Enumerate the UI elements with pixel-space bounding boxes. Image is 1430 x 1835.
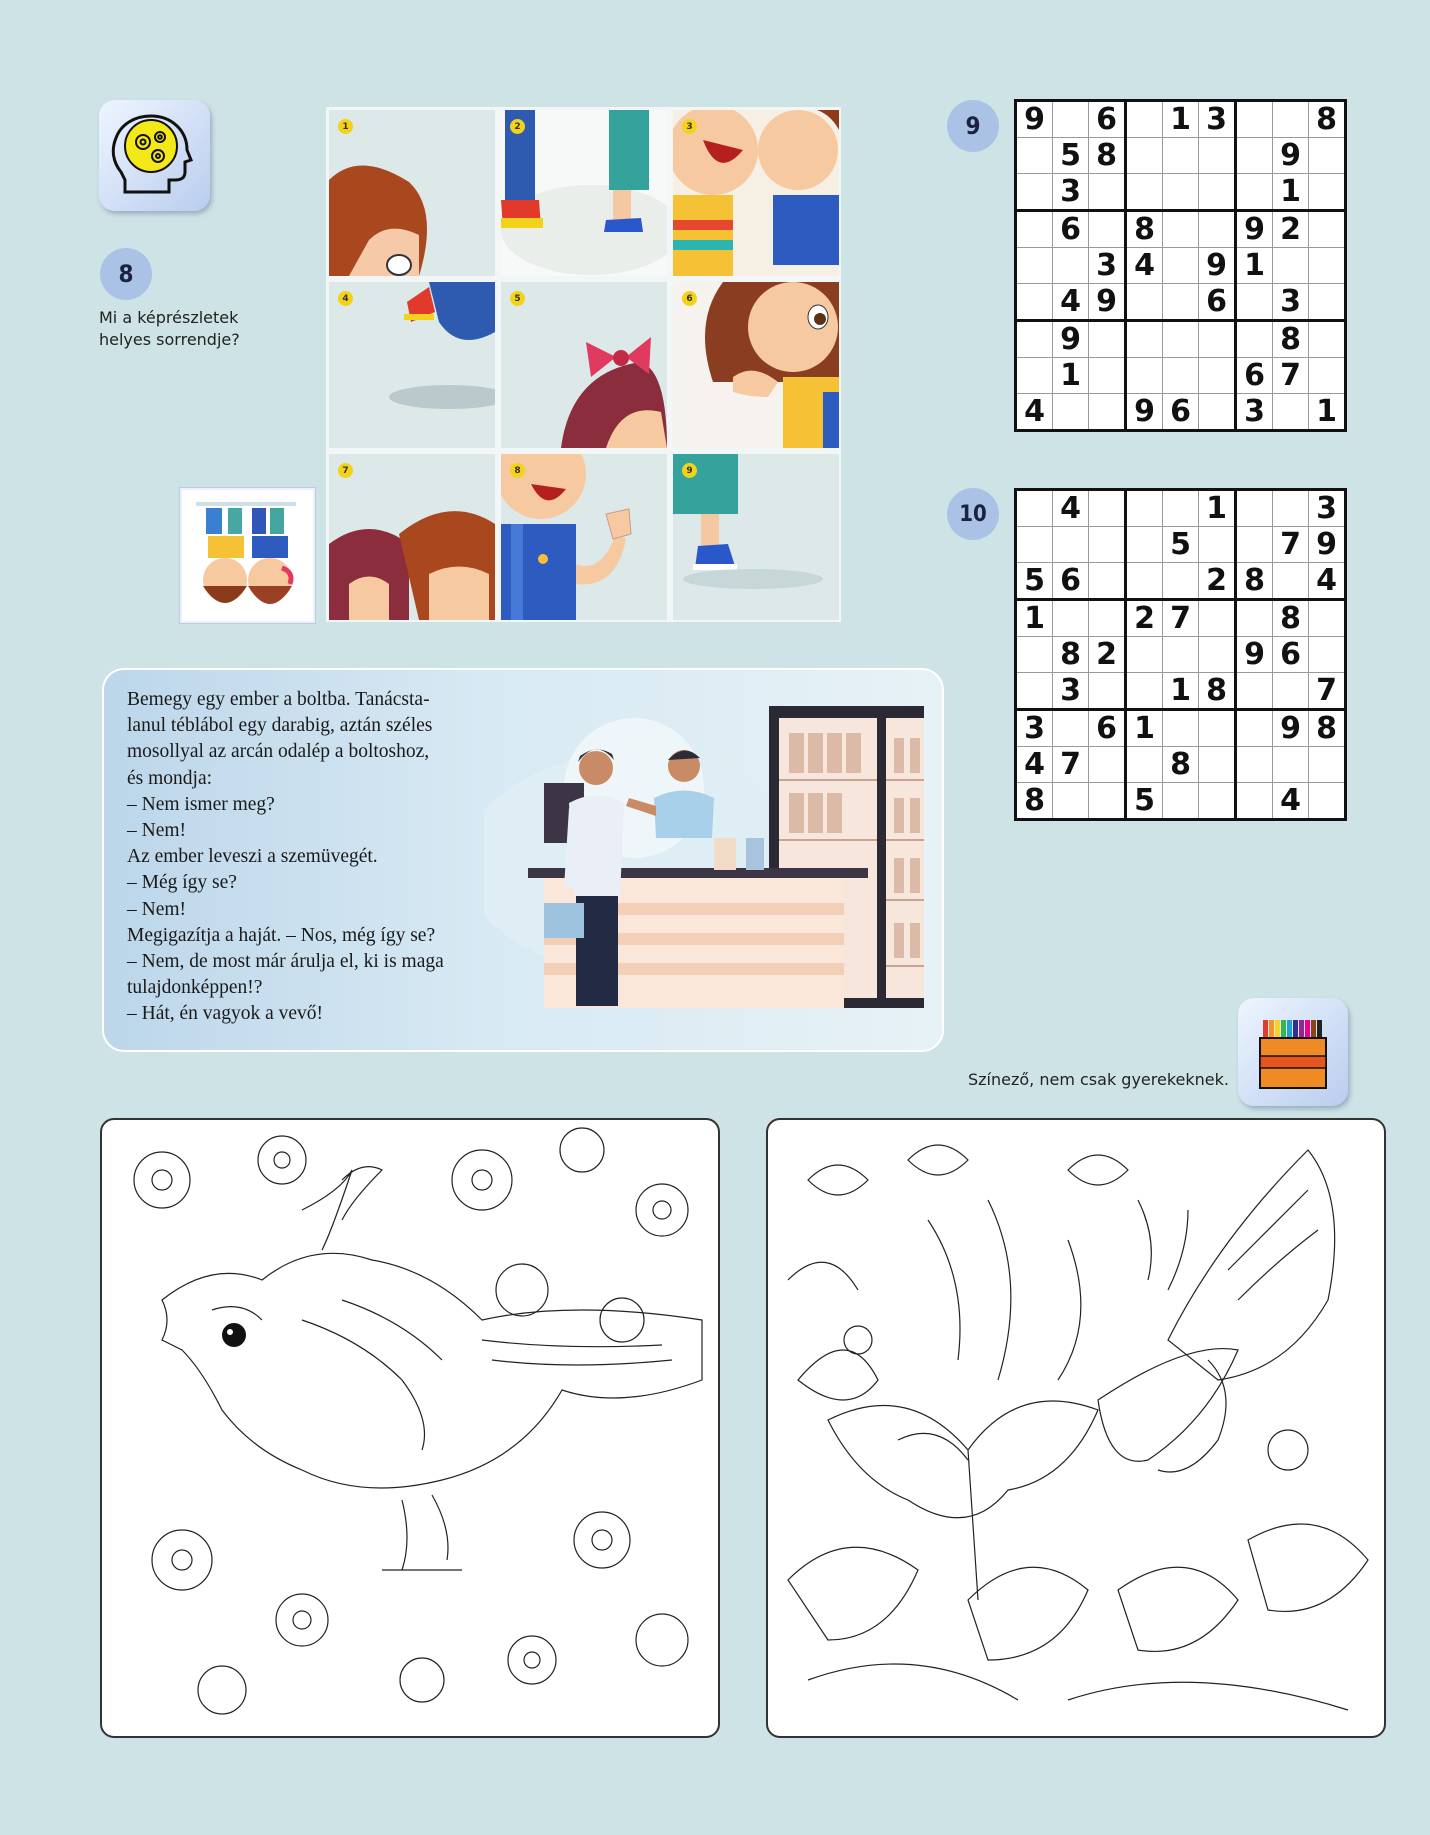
sudoku-row — [1016, 783, 1346, 820]
sudoku-cell[interactable] — [1016, 211, 1053, 248]
sudoku-cell: 8 — [1199, 673, 1236, 710]
sudoku-row — [1016, 138, 1346, 174]
joke-line: – Nem! — [127, 820, 187, 842]
sudoku-grid — [1014, 99, 1347, 432]
sudoku-cell: 6 — [1053, 211, 1089, 248]
sudoku-cell[interactable] — [1016, 490, 1053, 527]
coloring-page-bird[interactable] — [100, 1118, 720, 1738]
sudoku-cell: 1 — [1236, 248, 1273, 284]
sudoku-cell[interactable] — [1236, 673, 1273, 710]
sudoku-cell[interactable] — [1199, 394, 1236, 431]
sudoku-cell[interactable] — [1016, 321, 1053, 358]
sudoku-cell[interactable] — [1309, 600, 1346, 637]
sudoku-cell[interactable] — [1126, 637, 1163, 673]
sudoku-cell[interactable] — [1126, 284, 1163, 321]
sudoku-cell[interactable] — [1016, 138, 1053, 174]
task-question — [99, 307, 299, 351]
tile-number: 2 — [510, 119, 525, 134]
sudoku-cell: 8 — [1273, 321, 1309, 358]
sudoku-cell[interactable] — [1273, 490, 1309, 527]
sudoku-cell: 6 — [1163, 394, 1199, 431]
sudoku-cell[interactable] — [1126, 527, 1163, 563]
sudoku-row — [1016, 600, 1346, 637]
sudoku-cell[interactable] — [1089, 358, 1126, 394]
joke-line: lanul téblábol egy darabig, aztán széles — [127, 715, 433, 737]
sudoku-cell: 9 — [1273, 138, 1309, 174]
sudoku-cell: 9 — [1309, 527, 1346, 563]
sudoku-cell: 4 — [1016, 394, 1053, 431]
sudoku-cell[interactable] — [1309, 321, 1346, 358]
sudoku-cell[interactable] — [1126, 747, 1163, 783]
tile-number: 8 — [510, 463, 525, 478]
picture-puzzle-grid — [326, 107, 841, 622]
crayons-icon-tile — [1238, 998, 1348, 1106]
sudoku-cell[interactable] — [1236, 174, 1273, 211]
coloring-page-butterfly[interactable] — [766, 1118, 1386, 1738]
sudoku-cell: 1 — [1126, 710, 1163, 747]
sudoku-cell[interactable] — [1163, 710, 1199, 747]
sudoku-cell: 4 — [1053, 284, 1089, 321]
sudoku-cell[interactable] — [1273, 563, 1309, 600]
puzzle-tile[interactable] — [501, 454, 667, 620]
sudoku-cell: 3 — [1236, 394, 1273, 431]
sudoku-cell: 8 — [1089, 138, 1126, 174]
sudoku-row — [1016, 174, 1346, 211]
sudoku-cell: 9 — [1199, 248, 1236, 284]
sudoku-cell[interactable] — [1126, 358, 1163, 394]
joke-line: mosollyal az arcán odalép a boltoshoz, — [127, 741, 430, 763]
sudoku-cell[interactable] — [1199, 637, 1236, 673]
sudoku-cell: 5 — [1016, 563, 1053, 600]
sudoku-cell[interactable] — [1016, 284, 1053, 321]
sudoku-cell[interactable] — [1236, 101, 1273, 138]
sudoku-cell[interactable] — [1273, 101, 1309, 138]
task-number: 9 — [965, 112, 981, 140]
sudoku-cell: 8 — [1309, 101, 1346, 138]
sudoku-cell: 2 — [1273, 211, 1309, 248]
sudoku-cell[interactable] — [1199, 138, 1236, 174]
sudoku-cell[interactable] — [1199, 358, 1236, 394]
sudoku-cell[interactable] — [1089, 394, 1126, 431]
coloring-caption: Színező, nem csak gyerekeknek. — [968, 1070, 1229, 1089]
puzzle-tile[interactable] — [673, 110, 839, 276]
sudoku-row — [1016, 637, 1346, 673]
sudoku-cell[interactable] — [1163, 563, 1199, 600]
sudoku-cell[interactable] — [1199, 174, 1236, 211]
sudoku-cell[interactable] — [1089, 211, 1126, 248]
sudoku-cell: 3 — [1273, 284, 1309, 321]
sudoku-cell[interactable] — [1016, 174, 1053, 211]
joke-line: Megigazítja a haját. – Nos, még így se? — [127, 924, 436, 946]
sudoku-cell: 6 — [1199, 284, 1236, 321]
question-line: Mi a képrészletek — [99, 308, 239, 327]
sudoku-cell[interactable] — [1126, 101, 1163, 138]
sudoku-cell[interactable] — [1016, 637, 1053, 673]
sudoku-cell[interactable] — [1089, 747, 1126, 783]
sudoku-cell: 1 — [1163, 673, 1199, 710]
puzzle-tile[interactable] — [329, 282, 495, 448]
sudoku-row — [1016, 710, 1346, 747]
task-number-badge — [100, 248, 152, 300]
joke-line: és mondja: — [127, 767, 213, 789]
task-number-badge — [947, 100, 999, 152]
sudoku-cell: 7 — [1163, 600, 1199, 637]
sudoku-cell[interactable] — [1199, 211, 1236, 248]
sudoku-cell[interactable] — [1126, 321, 1163, 358]
sudoku-cell: 6 — [1236, 358, 1273, 394]
sudoku-cell: 7 — [1053, 747, 1089, 783]
sudoku-cell[interactable] — [1126, 174, 1163, 211]
tile-number: 6 — [682, 291, 697, 306]
sudoku-cell: 3 — [1053, 673, 1089, 710]
sudoku-cell: 9 — [1236, 211, 1273, 248]
tile-number: 9 — [682, 463, 697, 478]
sudoku-cell[interactable] — [1089, 673, 1126, 710]
sudoku-cell: 3 — [1199, 101, 1236, 138]
joke-panel — [102, 668, 944, 1052]
task-number: 8 — [118, 260, 134, 288]
joke-line: Az ember leveszi a szemüvegét. — [127, 846, 378, 868]
sudoku-cell[interactable] — [1089, 600, 1126, 637]
sudoku-row — [1016, 284, 1346, 321]
sudoku-cell[interactable] — [1053, 248, 1089, 284]
sudoku-cell: 8 — [1236, 563, 1273, 600]
sudoku-cell[interactable] — [1199, 710, 1236, 747]
sudoku-cell: 1 — [1273, 174, 1309, 211]
sudoku-cell: 9 — [1126, 394, 1163, 431]
sudoku-cell[interactable] — [1053, 394, 1089, 431]
reference-image — [182, 490, 313, 621]
sudoku-cell[interactable] — [1016, 527, 1053, 563]
sudoku-cell: 8 — [1016, 783, 1053, 820]
sudoku-cell[interactable] — [1163, 490, 1199, 527]
sudoku-cell: 2 — [1126, 600, 1163, 637]
joke-text — [127, 687, 507, 1028]
sudoku-cell[interactable] — [1199, 527, 1236, 563]
sudoku-cell: 8 — [1053, 637, 1089, 673]
sudoku-row — [1016, 248, 1346, 284]
sudoku-cell: 7 — [1309, 673, 1346, 710]
sudoku-cell[interactable] — [1163, 783, 1199, 820]
sudoku-row — [1016, 211, 1346, 248]
sudoku-cell[interactable] — [1163, 284, 1199, 321]
sudoku-cell[interactable] — [1199, 600, 1236, 637]
sudoku-cell[interactable] — [1126, 138, 1163, 174]
joke-line: – Nem, de most már árulja el, ki is maga — [127, 951, 444, 973]
task-number: 10 — [959, 501, 987, 527]
shop-illustration — [484, 698, 924, 1043]
sudoku-cell[interactable] — [1163, 174, 1199, 211]
sudoku-cell: 6 — [1273, 637, 1309, 673]
sudoku-cell[interactable] — [1273, 394, 1309, 431]
crayons-box-icon — [1238, 998, 1348, 1106]
sudoku-cell: 4 — [1273, 783, 1309, 820]
sudoku-cell[interactable] — [1236, 600, 1273, 637]
sudoku-cell[interactable] — [1236, 490, 1273, 527]
sudoku-cell[interactable] — [1236, 747, 1273, 783]
sudoku-cell: 9 — [1016, 101, 1053, 138]
sudoku-row — [1016, 321, 1346, 358]
sudoku-cell[interactable] — [1053, 527, 1089, 563]
sudoku-cell: 1 — [1053, 358, 1089, 394]
sudoku-cell[interactable] — [1089, 174, 1126, 211]
sudoku-cell: 2 — [1089, 637, 1126, 673]
puzzle-tile[interactable] — [501, 282, 667, 448]
sudoku-cell[interactable] — [1163, 138, 1199, 174]
sudoku-cell[interactable] — [1053, 101, 1089, 138]
joke-line: Bemegy egy ember a boltba. Tanácsta- — [127, 689, 430, 710]
sudoku-cell[interactable] — [1236, 321, 1273, 358]
joke-line: – Még így se? — [127, 872, 237, 894]
sudoku-cell: 4 — [1126, 248, 1163, 284]
sudoku-cell[interactable] — [1126, 563, 1163, 600]
sudoku-cell[interactable] — [1163, 211, 1199, 248]
sudoku-cell: 3 — [1309, 490, 1346, 527]
bird-line-art — [102, 1120, 718, 1736]
sudoku-cell[interactable] — [1236, 284, 1273, 321]
sudoku-cell[interactable] — [1273, 747, 1309, 783]
tile-number: 4 — [338, 291, 353, 306]
sudoku-cell: 3 — [1089, 248, 1126, 284]
sudoku-cell[interactable] — [1163, 248, 1199, 284]
sudoku-cell[interactable] — [1089, 527, 1126, 563]
task-number-badge — [947, 488, 999, 540]
sudoku-cell[interactable] — [1199, 747, 1236, 783]
sudoku-cell[interactable] — [1053, 710, 1089, 747]
sudoku-cell: 7 — [1273, 358, 1309, 394]
sudoku-cell[interactable] — [1273, 248, 1309, 284]
brain-gears-icon — [99, 100, 210, 211]
sudoku-cell: 1 — [1199, 490, 1236, 527]
sudoku-cell: 8 — [1126, 211, 1163, 248]
sudoku-cell[interactable] — [1309, 211, 1346, 248]
sudoku-cell[interactable] — [1309, 747, 1346, 783]
sudoku-cell[interactable] — [1236, 783, 1273, 820]
sudoku-cell[interactable] — [1089, 490, 1126, 527]
sudoku-cell: 9 — [1089, 284, 1126, 321]
joke-line: – Nem! — [127, 898, 187, 920]
sudoku-cell[interactable] — [1309, 358, 1346, 394]
sudoku-cell: 6 — [1089, 710, 1126, 747]
sudoku-grid — [1014, 488, 1347, 821]
sudoku-cell[interactable] — [1199, 783, 1236, 820]
sudoku-row — [1016, 747, 1346, 783]
sudoku-cell[interactable] — [1089, 321, 1126, 358]
sudoku-row — [1016, 101, 1346, 138]
sudoku-row — [1016, 394, 1346, 431]
sudoku-cell: 7 — [1273, 527, 1309, 563]
sudoku-cell[interactable] — [1309, 284, 1346, 321]
puzzle-tile[interactable] — [329, 454, 495, 620]
joke-line: tulajdonképpen!? — [127, 977, 263, 999]
sudoku-cell[interactable] — [1053, 600, 1089, 637]
sudoku-cell[interactable] — [1126, 490, 1163, 527]
sudoku-cell[interactable] — [1016, 358, 1053, 394]
sudoku-cell: 8 — [1309, 710, 1346, 747]
butterfly-line-art — [768, 1120, 1384, 1736]
sudoku-cell[interactable] — [1126, 673, 1163, 710]
sudoku-cell: 4 — [1016, 747, 1053, 783]
tile-number: 3 — [682, 119, 697, 134]
sudoku-cell: 5 — [1126, 783, 1163, 820]
sudoku-cell[interactable] — [1309, 783, 1346, 820]
sudoku-cell[interactable] — [1089, 563, 1126, 600]
sudoku-cell: 6 — [1089, 101, 1126, 138]
sudoku-cell[interactable] — [1309, 248, 1346, 284]
sudoku-cell[interactable] — [1163, 637, 1199, 673]
puzzle-tile[interactable] — [673, 454, 839, 620]
sudoku-row — [1016, 358, 1346, 394]
sudoku-cell: 1 — [1016, 600, 1053, 637]
sudoku-cell[interactable] — [1309, 637, 1346, 673]
sudoku-cell: 5 — [1053, 138, 1089, 174]
sudoku-row — [1016, 673, 1346, 710]
tile-number: 1 — [338, 119, 353, 134]
joke-line: – Hát, én vagyok a vevő! — [127, 1003, 324, 1025]
sudoku-cell: 9 — [1236, 637, 1273, 673]
sudoku-cell[interactable] — [1199, 321, 1236, 358]
sudoku-cell: 4 — [1309, 563, 1346, 600]
sudoku-cell[interactable] — [1236, 710, 1273, 747]
sudoku-cell[interactable] — [1016, 248, 1053, 284]
sudoku-cell: 9 — [1053, 321, 1089, 358]
sudoku-cell[interactable] — [1016, 673, 1053, 710]
sudoku-cell: 1 — [1309, 394, 1346, 431]
tile-number: 7 — [338, 463, 353, 478]
puzzle-tile[interactable] — [501, 110, 667, 276]
reference-thumbnail — [180, 488, 315, 623]
joke-line: – Nem ismer meg? — [127, 793, 275, 815]
sudoku-row — [1016, 490, 1346, 527]
sudoku-cell[interactable] — [1273, 673, 1309, 710]
sudoku-cell[interactable] — [1163, 321, 1199, 358]
question-line: helyes sorrendje? — [99, 330, 240, 349]
tile-number: 5 — [510, 291, 525, 306]
sudoku-cell: 3 — [1016, 710, 1053, 747]
sudoku-cell: 5 — [1163, 527, 1199, 563]
sudoku-cell: 6 — [1053, 563, 1089, 600]
sudoku-cell[interactable] — [1089, 783, 1126, 820]
sudoku-cell: 9 — [1273, 710, 1309, 747]
puzzle-tile[interactable] — [329, 110, 495, 276]
puzzle-tile[interactable] — [673, 282, 839, 448]
sudoku-cell: 1 — [1163, 101, 1199, 138]
sudoku-cell: 8 — [1273, 600, 1309, 637]
sudoku-cell: 4 — [1053, 490, 1089, 527]
brain-icon-tile — [99, 100, 210, 211]
sudoku-cell: 3 — [1053, 174, 1089, 211]
sudoku-cell[interactable] — [1163, 358, 1199, 394]
sudoku-cell[interactable] — [1053, 783, 1089, 820]
sudoku-cell[interactable] — [1309, 174, 1346, 211]
sudoku-row — [1016, 527, 1346, 563]
sudoku-cell: 8 — [1163, 747, 1199, 783]
sudoku-cell[interactable] — [1309, 138, 1346, 174]
sudoku-row — [1016, 563, 1346, 600]
sudoku-cell[interactable] — [1236, 527, 1273, 563]
sudoku-cell[interactable] — [1236, 138, 1273, 174]
sudoku-cell: 2 — [1199, 563, 1236, 600]
